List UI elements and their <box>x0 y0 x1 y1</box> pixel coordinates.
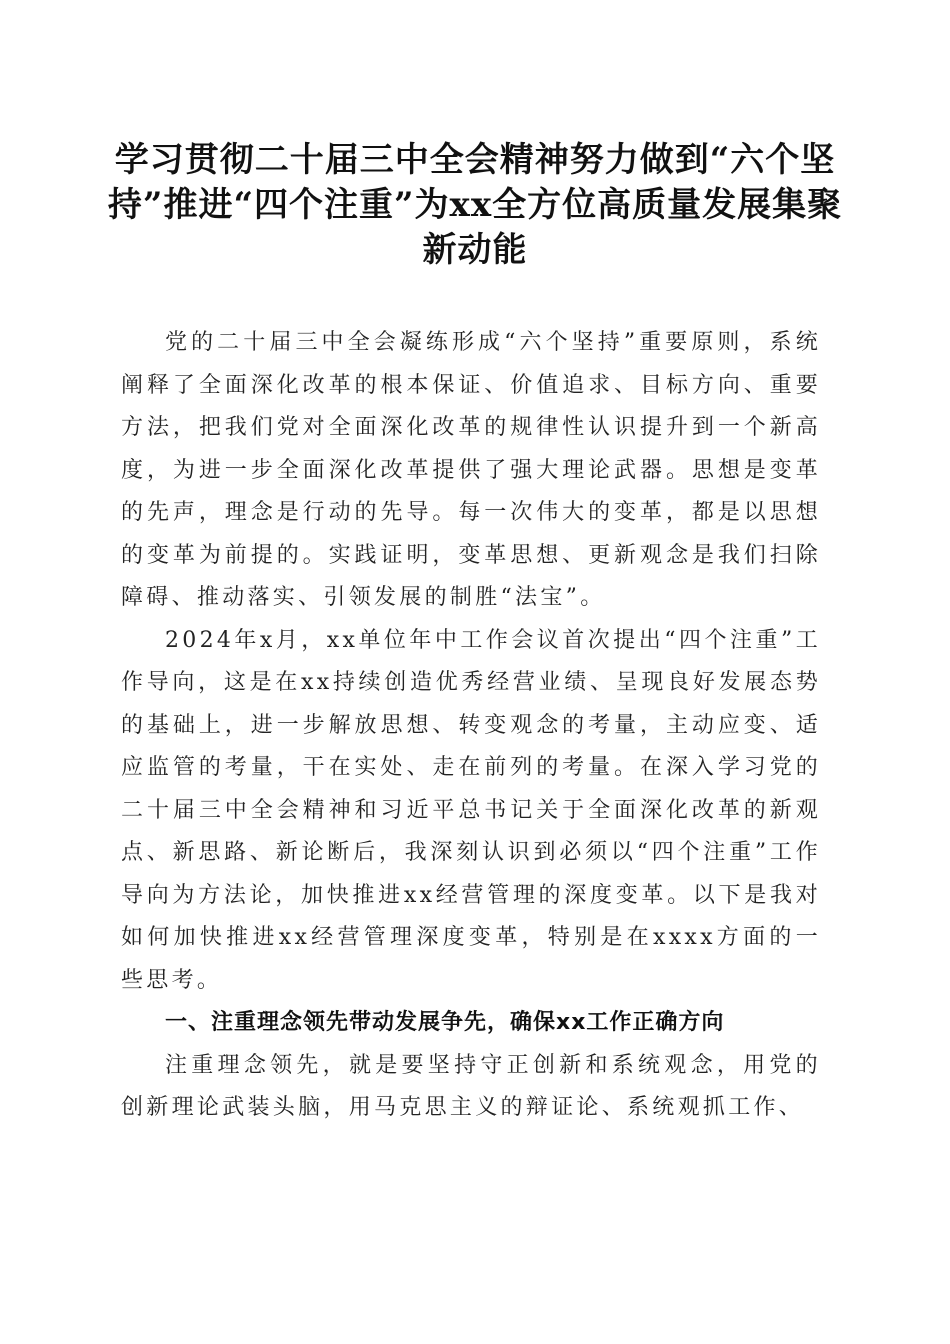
paragraph-context: 2024年x月，xx单位年中工作会议首次提出“四个注重”工作导向，这是在xx持续创造优秀经营业绩、呈现良好发展态势的基础上，进一步解放思想、转变观念的考量，主动应变、适应监管的考量，干在实处、走在前列的考量。在深入学习党的二十届三中全会精神和习近平总书记关于全面深化改革的新观点、新思路、新论断后，我深刻认识到必须以“四个注重”工作导向为方法论，加快推进xx经营管理的深度变革。以下是我对如何加快推进xx经营管理深度变革，特别是在xxxx方面的一些思考。 <box>121 627 821 993</box>
document-body <box>121 322 821 1130</box>
section-heading: 一、注重理念领先带动发展争先，确保xx工作正确方向 <box>165 1010 725 1035</box>
document-title: 学习贯彻二十届三中全会精神努力做到“六个坚持”推进“四个注重”为xx全方位高质量发展集聚新动能 <box>107 140 843 270</box>
paragraph-section-one: 注重理念领先，就是要坚持守正创新和系统观念，用党的创新理论武装头脑，用马克思主义的辩证论、系统观抓工作、 <box>121 1052 821 1120</box>
paragraph-intro: 党的二十届三中全会凝练形成“六个坚持”重要原则，系统阐释了全面深化改革的根本保证、价值追求、目标方向、重要方法，把我们党对全面深化改革的规律性认识提升到一个新高度，为进一步全面深化改革提供了强大理论武器。思想是变革的先声，理念是行动的先导。每一次伟大的变革，都是以思想的变革为前提的。实践证明，变革思想、更新观念是我们扫除障碍、推动落实、引领发展的制胜“法宝”。 <box>121 330 821 610</box>
